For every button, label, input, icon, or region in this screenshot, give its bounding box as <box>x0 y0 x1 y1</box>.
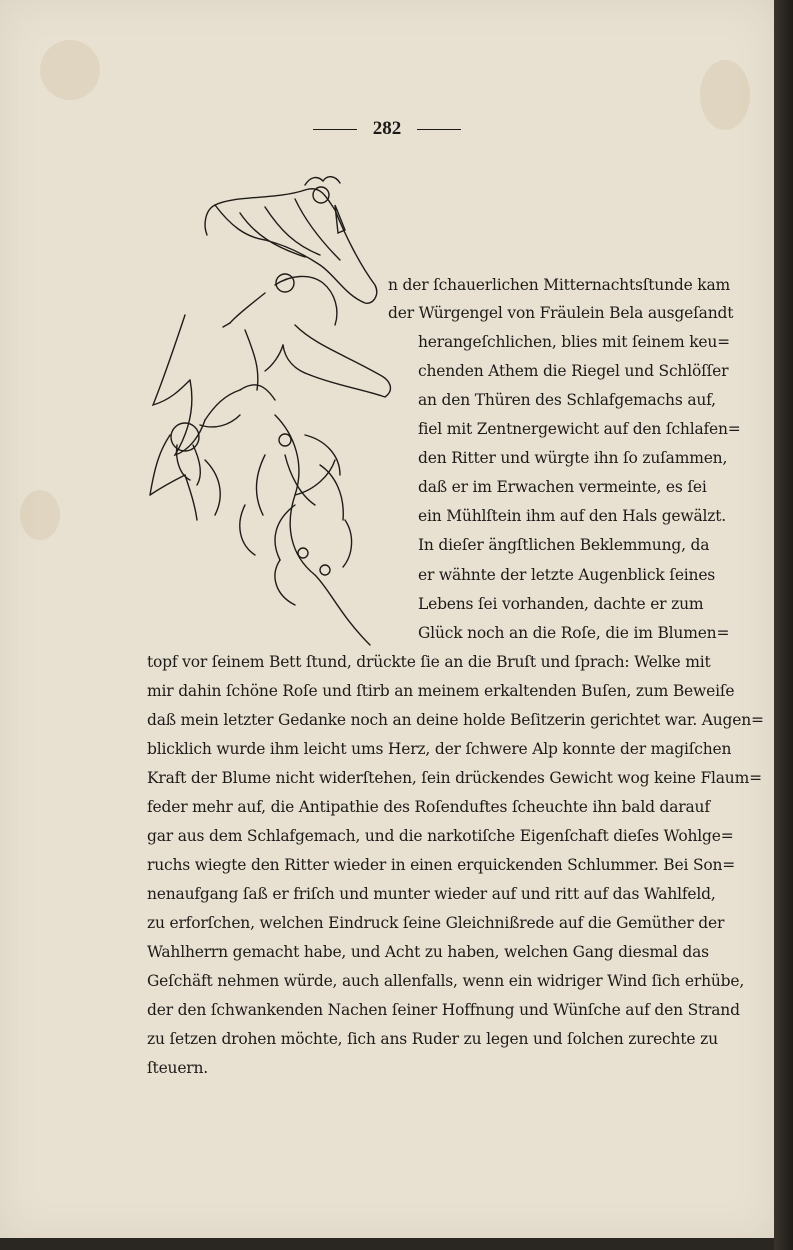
text-line: n der ſchauerlichen Mitternachtsſtunde kam <box>388 276 731 294</box>
page-header <box>0 117 774 141</box>
text-line: In dieſer ängſtlichen Beklemmung, da <box>418 536 710 554</box>
page-number: 282 <box>372 118 402 139</box>
scan-border <box>774 0 793 1250</box>
text-line: er wähnte der letzte Augenblick ſeines <box>418 566 716 584</box>
initial-letter-ornament-icon <box>145 175 395 650</box>
header-rule-left <box>313 129 357 130</box>
text-line: Kraft der Blume nicht widerſtehen, ſein drückendes Gewicht wog keine Flaum= <box>147 769 762 787</box>
text-line: Lebens ſei vorhanden, dachte er zum <box>418 595 704 613</box>
text-line: der Würgengel von Fräulein Bela ausgeſandt <box>388 304 734 322</box>
text-line: Geſchäft nehmen würde, auch allenfalls, wenn ein widriger Wind ſich erhübe, <box>147 972 745 990</box>
text-line: mir dahin ſchöne Roſe und ſtirb an meinem erkaltenden Buſen, zum Beweiſe <box>147 682 735 700</box>
text-line: gar aus dem Schlafgemach, und die narkotiſche Eigenſchaft dieſes Wohlge= <box>147 827 734 845</box>
text-line: fiel mit Zentnergewicht auf den ſchlafen= <box>418 420 741 438</box>
text-line: den Ritter und würgte ihn ſo zuſammen, <box>418 449 728 467</box>
text-line: der den ſchwankenden Nachen ſeiner Hoffnung und Wünſche auf den Strand <box>147 1001 740 1019</box>
header-rule-right <box>417 129 461 130</box>
text-line: feder mehr auf, die Antipathie des Roſenduftes ſcheuchte ihn bald darauf <box>147 798 710 816</box>
text-line: nenaufgang ſaß er friſch und munter wieder auf und ritt auf das Wahlfeld, <box>147 885 716 903</box>
text-line: daß er im Erwachen vermeinte, es ſei <box>418 478 707 496</box>
paper-stain <box>40 40 100 100</box>
text-line: ruchs wiegte den Ritter wieder in einen erquickenden Schlummer. Bei Son= <box>147 856 736 874</box>
text-line: topf vor ſeinem Bett ſtund, drückte ſie an die Bruſt und ſprach: Welke mit <box>147 653 711 671</box>
text-line: Glück noch an die Roſe, die im Blumen= <box>418 624 730 642</box>
text-line: Wahlherrn gemacht habe, und Acht zu haben, welchen Gang diesmal das <box>147 943 709 961</box>
text-line: ein Mühlſtein ihm auf den Hals gewälzt. <box>418 507 726 525</box>
text-line-last: ſteuern. <box>147 1059 209 1077</box>
text-line: herangeſchlichen, blies mit ſeinem keu= <box>418 333 730 351</box>
text-line: zu erforſchen, welchen Eindruck ſeine Gleichnißrede auf die Gemüther der <box>147 914 725 932</box>
paper-stain <box>20 490 60 540</box>
text-line: zu ſetzen drohen möchte, ſich ans Ruder zu legen und ſolchen zurechte zu <box>147 1030 718 1048</box>
text-line: daß mein letzter Gedanke noch an deine holde Beſitzerin gerichtet war. Augen= <box>147 711 764 729</box>
text-line: chenden Athem die Riegel und Schlöſſer <box>418 362 729 380</box>
text-line: an den Thüren des Schlafgemachs auf, <box>418 391 716 409</box>
text-line: blicklich wurde ihm leicht ums Herz, der ſchwere Alp konnte der magiſchen <box>147 740 732 758</box>
